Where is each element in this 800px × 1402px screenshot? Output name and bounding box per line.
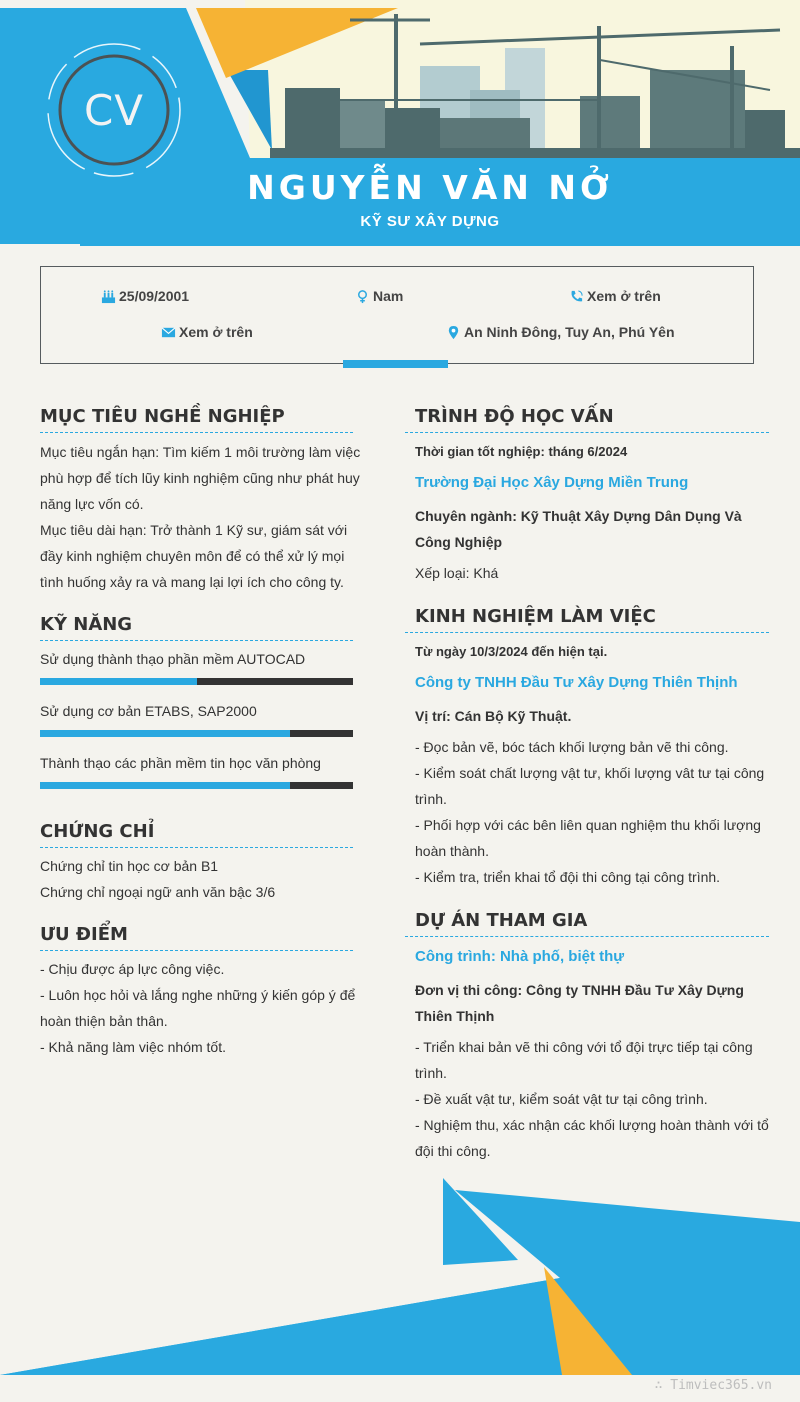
strength-item: - Chịu được áp lực công việc.: [40, 961, 225, 977]
skill-bar-fill: [40, 678, 197, 685]
cv-logo: [44, 40, 184, 180]
strengths-rule: [40, 950, 353, 951]
job-title: KỸ SƯ XÂY DỰNG: [360, 213, 500, 230]
candidate-name: NGUYỄN VĂN NỞ: [247, 168, 613, 207]
skill-bar: [40, 782, 353, 789]
gender-info: [355, 288, 403, 304]
grade: Xếp loại: Khá: [415, 565, 499, 581]
education-title: TRÌNH ĐỘ HỌC VẤN: [415, 406, 614, 427]
phone-info: [569, 288, 661, 304]
strength-item: - Luôn học hỏi và lắng nghe những ý kiến góp ý để hoàn thiện bản thân.: [40, 987, 356, 1029]
project-task: - Triển khai bản vẽ thi công với tổ đội trực tiếp tại công trình.: [415, 1039, 753, 1081]
duty-item: - Kiểm tra, triển khai tổ đội thi công tại công trình.: [415, 869, 721, 885]
skill-bar-fill: [40, 730, 290, 737]
objective-title: MỤC TIÊU NGHỀ NGHIỆP: [40, 406, 285, 427]
education-rule: [405, 432, 769, 433]
phone-value: Xem ở trên: [587, 288, 661, 304]
company-name: Công ty TNHH Đầu Tư Xây Dựng Thiên Thịnh: [415, 674, 738, 691]
watermark-text: Timviec365.vn: [670, 1378, 772, 1393]
position: Vị trí: Cán Bộ Kỹ Thuật.: [415, 708, 572, 724]
skill-label: Sử dụng thành thạo phần mềm AUTOCAD: [40, 651, 306, 667]
duty-item: - Đọc bản vẽ, bóc tách khối lượng bản vẽ thi công.: [415, 739, 729, 755]
projects-rule: [405, 936, 769, 937]
envelope-icon: [161, 325, 176, 340]
project-task: - Nghiệm thu, xác nhận các khối lượng hoàn thành với tổ đội thi công.: [415, 1117, 769, 1159]
projects-title: DỰ ÁN THAM GIA: [415, 910, 588, 931]
objective-short-term: Mục tiêu ngắn hạn: Tìm kiếm 1 môi trường làm việc phù hợp để tích lũy kinh nghiệm cũng như phát huy năng lực vốn có.: [40, 444, 361, 512]
strength-item: - Khả năng làm việc nhóm tốt.: [40, 1039, 226, 1055]
certificate-item: Chứng chỉ tin học cơ bản B1: [40, 858, 219, 874]
school-name: Trường Đại Học Xây Dựng Miền Trung: [415, 474, 689, 491]
phone-icon: [569, 289, 584, 304]
email-info: [161, 324, 253, 340]
map-marker-icon: [446, 325, 461, 340]
certificates-title: CHỨNG CHỈ: [40, 821, 155, 842]
strengths-title: ƯU ĐIỂM: [40, 924, 128, 945]
duty-item: - Kiểm soát chất lượng vật tư, khối lượng vât tư tại công trình.: [415, 765, 765, 807]
skill-label: Sử dụng cơ bản ETABS, SAP2000: [40, 703, 257, 719]
project-contractor: Đơn vị thi công: Công ty TNHH Đầu Tư Xây Dựng Thiên Thịnh: [415, 982, 744, 1024]
certificate-item: Chứng chỉ ngoại ngữ anh văn bậc 3/6: [40, 884, 276, 900]
watermark: ∴ Timviec365.vn: [654, 1378, 772, 1393]
gender-icon: [355, 289, 370, 304]
project-name: Công trình: Nhà phố, biệt thự: [415, 948, 625, 965]
major: Chuyên ngành: Kỹ Thuật Xây Dựng Dân Dụng Và Công Nghiệp: [415, 508, 742, 550]
address-value: An Ninh Đông, Tuy An, Phú Yên: [464, 324, 675, 340]
birthday-info: [101, 288, 189, 304]
objective-long-term: Mục tiêu dài hạn: Trở thành 1 Kỹ sư, giám sát với đầy kinh nghiệm chuyên môn để có thể xử lý mọi tình huống xảy ra và mang lại lợi ích cho công ty.: [40, 522, 348, 590]
skill-bar: [40, 678, 353, 685]
address-info: [446, 324, 675, 340]
skill-bar: [40, 730, 353, 737]
experience-title: KINH NGHIỆM LÀM VIỆC: [415, 606, 656, 627]
info-box-accent-bar: [343, 360, 448, 368]
duty-item: - Phối hợp với các bên liên quan nghiệm thu khối lượng hoàn thành.: [415, 817, 761, 859]
cv-logo-text: CV: [83, 85, 145, 135]
certificates-rule: [40, 847, 353, 848]
experience-rule: [405, 632, 769, 633]
skill-label: Thành thạo các phần mềm tin học văn phòng: [40, 755, 321, 771]
birthday-cake-icon: [101, 289, 116, 304]
email-value: Xem ở trên: [179, 324, 253, 340]
skills-title: KỸ NĂNG: [40, 614, 133, 635]
experience-period: Từ ngày 10/3/2024 đến hiện tại.: [415, 644, 608, 659]
objective-rule: [40, 432, 353, 433]
skills-rule: [40, 640, 353, 641]
project-task: - Đề xuất vật tư, kiểm soát vật tư tại công trình.: [415, 1091, 708, 1107]
graduation-time: Thời gian tốt nghiệp: tháng 6/2024: [415, 444, 628, 459]
footer-decoration: [0, 1170, 800, 1380]
skill-bar-fill: [40, 782, 290, 789]
gender-value: Nam: [373, 288, 404, 304]
personal-info-box: [40, 266, 754, 364]
birthday-value: 25/09/2001: [119, 288, 190, 304]
